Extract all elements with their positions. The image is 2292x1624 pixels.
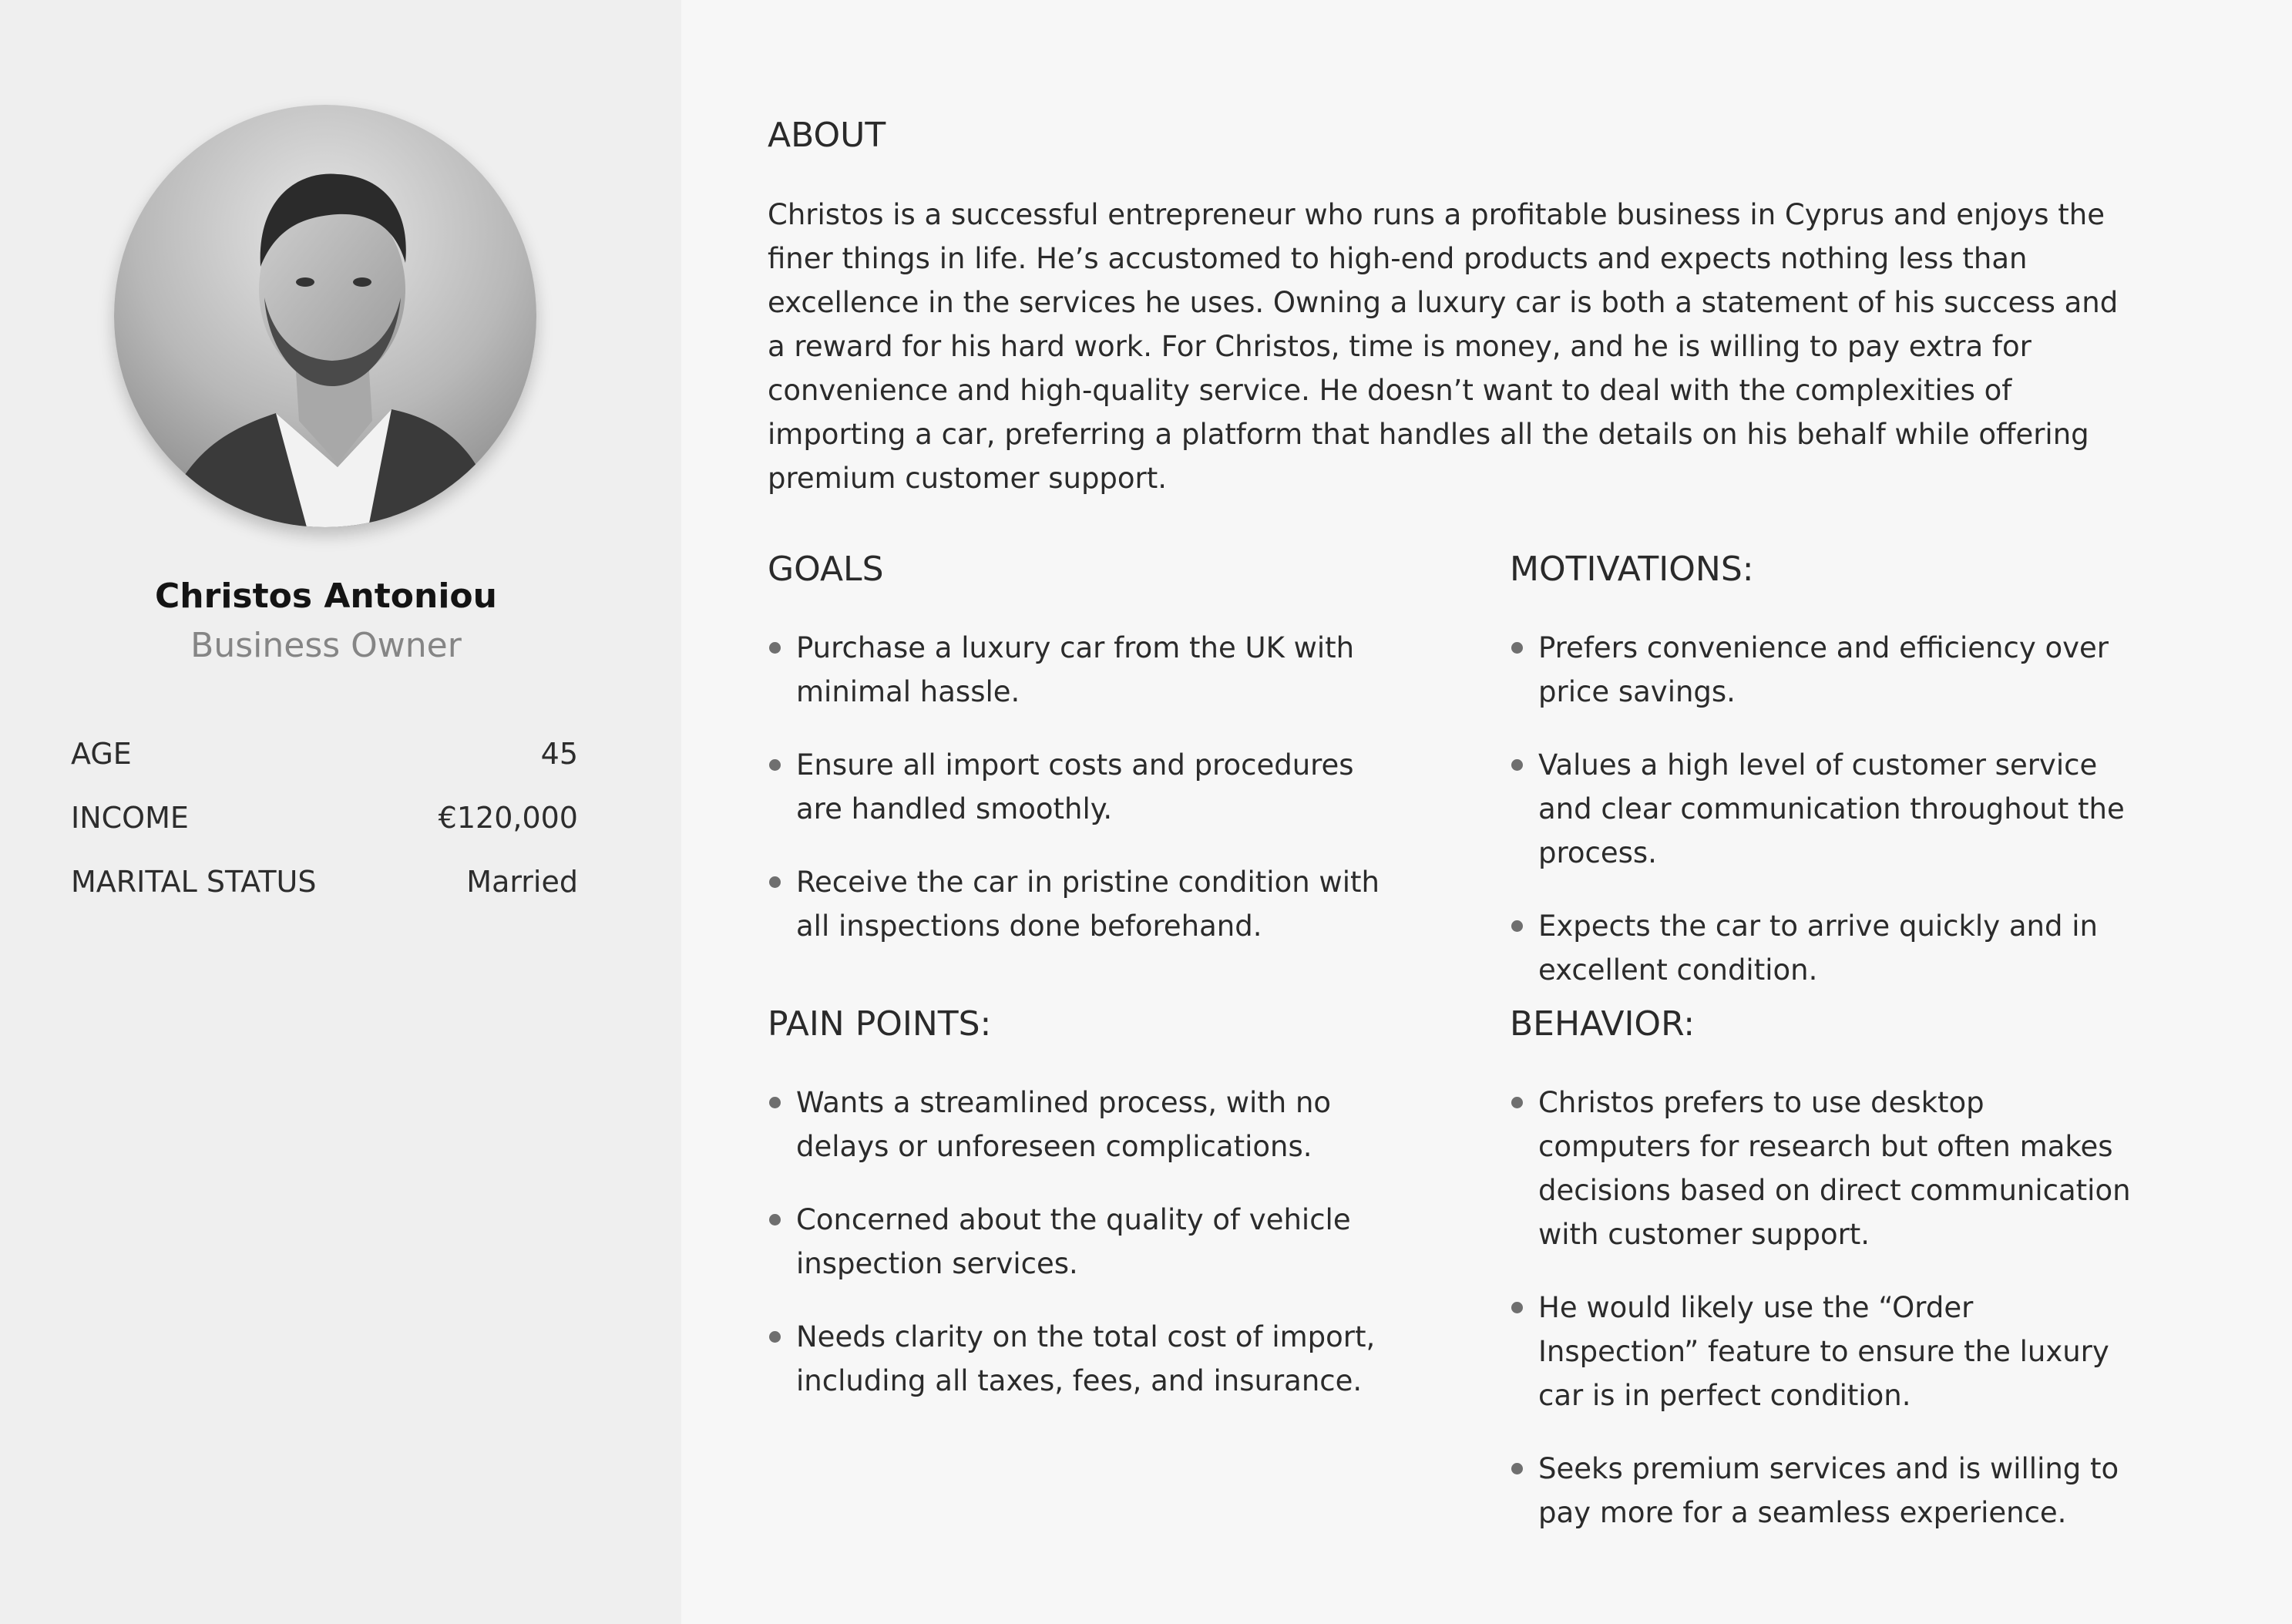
list-item: Seeks premium services and is willing to pay more for a seamless experience. — [1510, 1447, 2134, 1535]
stat-value: Married — [466, 865, 578, 899]
behavior-list — [1510, 1081, 2134, 1564]
motivations-list — [1510, 626, 2134, 1021]
stat-row-marital-status — [71, 865, 578, 929]
stat-value: €120,000 — [438, 801, 578, 835]
stat-row-income — [71, 801, 578, 865]
stat-label: AGE — [71, 737, 132, 771]
list-item: Receive the car in pristine condition with all inspections done beforehand. — [768, 860, 1400, 948]
list-item: Christos prefers to use desktop computers for research but often makes decisions based on direct communication with customer support. — [1510, 1081, 2134, 1256]
list-item: Concerned about the quality of vehicle inspection services. — [768, 1198, 1400, 1286]
list-item: Ensure all import costs and procedures are handled smoothly. — [768, 743, 1400, 831]
avatar — [114, 105, 536, 527]
stat-value: 45 — [540, 737, 578, 771]
list-item: Purchase a luxury car from the UK with minimal hassle. — [768, 626, 1400, 714]
list-item: Wants a streamlined process, with no delays or unforeseen complications. — [768, 1081, 1400, 1168]
portrait-photo — [114, 105, 536, 527]
pain-points-heading: PAIN POINTS: — [768, 1004, 992, 1044]
list-item: He would likely use the “Order Inspection” feature to ensure the luxury car is in perfect condition. — [1510, 1286, 2134, 1417]
stat-label: INCOME — [71, 801, 189, 835]
list-item: Expects the car to arrive quickly and in excellent condition. — [1510, 904, 2134, 992]
about-text: Christos is a successful entrepreneur who runs a profitable business in Cyprus and enjoys the finer things in life. He’s accustomed to high-end products and expects nothing less than excellence in the services he uses. Owning a luxury car is both a statement of his success and a reward for his hard work. For Christos, time is money, and he is willing to pay extra for convenience and high-quality service. He doesn’t want to deal with the complexities of importing a car, preferring a platform that handles all the details on his behalf while offering premium customer support. — [768, 198, 2119, 495]
about-heading: ABOUT — [768, 116, 886, 155]
behavior-heading: BEHAVIOR: — [1510, 1004, 1695, 1044]
stat-label: MARITAL STATUS — [71, 865, 317, 899]
list-item: Prefers convenience and efficiency over price savings. — [1510, 626, 2134, 714]
goals-heading: GOALS — [768, 550, 884, 589]
motivations-heading: MOTIVATIONS: — [1510, 550, 1754, 589]
stat-row-age — [71, 737, 578, 801]
persona-content — [768, 0, 2139, 1624]
list-item: Needs clarity on the total cost of import, including all taxes, fees, and insurance. — [768, 1315, 1400, 1403]
list-item: Values a high level of customer service and clear communication throughout the process. — [1510, 743, 2134, 875]
person-role: Business Owner — [190, 626, 462, 665]
profile-sidebar — [0, 0, 681, 1624]
profile-stats — [71, 737, 578, 929]
person-name: Christos Antoniou — [155, 577, 497, 616]
pain-points-list — [768, 1081, 1400, 1432]
goals-list — [768, 626, 1400, 977]
